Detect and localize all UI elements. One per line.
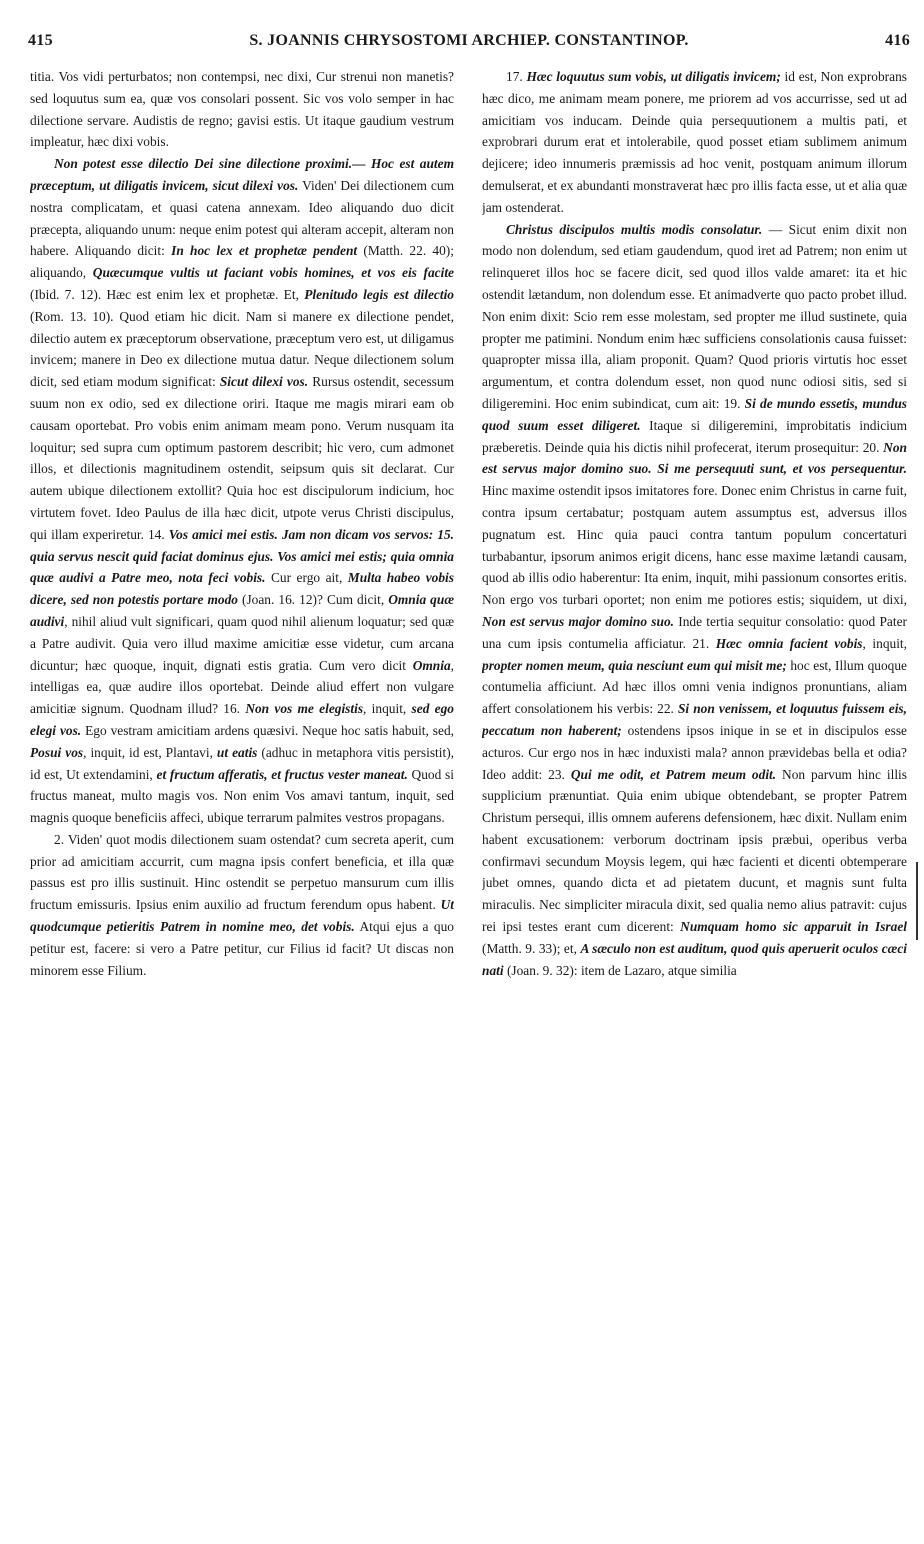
- text-run: , intelligas ea, quæ audire illos oportebat. Deinde aliud effert non vulgare amicitiæ signum. Quodnam illud? 16.: [30, 657, 454, 717]
- text-run: Atqui ejus a quo petitur est, facere: si vero a Patre petitur, cur Filius id facit? Ut discas non minorem esse Filium.: [30, 919, 454, 978]
- text-run: (Joan. 16. 12)? Cum dicit,: [237, 592, 389, 608]
- text-run: , inquit,: [363, 701, 412, 717]
- text-column-right: [482, 66, 907, 1536]
- text-run: — Sicut enim dixit non modo non dolendum, sed etiam gaudendum, quod iret ad Patrem; non enim ut relinqueret illos hoc se facere dicit, sed quod illos valde amaret: ita et hic ostendit lætandum, non dolendum esse. Et animadverte quo pacto probet illud. Non enim dixit: Scio rem esse molestam, sed propter me illud sustinete, quia propter me patimini. Nondum enim hæc sufficiens consolationis causa fuisset: quapropter missa illa, aliam proponit. Quam? Quod prioris virtutis hoc esset argumentum, et contra dolendum esset, non quod nunc odiosi sitis, sed si diligeremini. Hoc enim subindicat, cum ait: 19.: [482, 221, 907, 411]
- text-run: , nihil aliud vult significari, quam quod nihil alienum loquatur; sed quæ a Patre audivit. Quia vero illud maxime amicitiæ esse videtur, cum arcana dicuntur; hæc quoque, inquit, dignati estis gratia. Cum vero dicit: [30, 613, 454, 673]
- italic-run: propter nomen meum, quia nesciunt eum qui misit me;: [482, 657, 787, 673]
- text-run: (Matth. 9. 33); et,: [482, 940, 581, 956]
- text-run: (Rom. 13. 10). Quod etiam hic dicit. Nam si manere ex dilectione pendet, dilectio autem ex præceptorum observatione, præceptum vero est, ut diligamus invicem; manere in Deo ex dilectione mutua datur. Neque dilectionem solum dicit, sed etiam modum significat:: [30, 308, 454, 390]
- italic-run: Plenitudo legis est dilectio: [304, 286, 454, 302]
- text-run: Inde tertia sequitur consolatio: quod Pater una cum ipsis contumelia afficiatur. 21.: [482, 613, 907, 651]
- page-number-left: 415: [28, 32, 53, 49]
- text-run: Rursus ostendit, secessum suum non ex odio, sed ex dilectione oriri. Itaque me magis mirari eam ob causam oportebat. Pro vobis enim animam meam pono. Verum nusquam ita loquitur; sed supra cum optimum pastorem describit; hic vero, cum admonet illos, et dilectionis magnitudinem ostendit, seipsum quis sit declarat. Cur autem ubique dilectionem extollit? Quia hoc est discipulorum indicium, hoc virtutem fovet. Ideo Paulus de illa hæc dicit, utpote verus Christi discipulus, qui illam experiretur. 14.: [30, 374, 454, 542]
- paragraph: [30, 829, 454, 982]
- italic-run: Multa habeo vobis dicere, sed non potestis portare modo: [30, 570, 454, 608]
- italic-run: Non est servus major domino suo. Si me persequuti sunt, et vos persequentur.: [482, 439, 907, 477]
- text-run: hoc est, Illum quoque contumelia afficiunt. Ad hæc illos omni venia indignos pronuntians, aliam affert consolationem his verbis: 22.: [482, 657, 907, 717]
- running-header: [28, 32, 910, 56]
- italic-run: Non potest esse dilectio Dei sine dilectione proximi.— Hoc est autem præceptum, ut diligatis invicem, sicut dilexi vos.: [30, 156, 454, 193]
- italic-run: Omnia quæ audivi: [30, 592, 454, 629]
- italic-run: Hæc omnia facient vobis: [715, 635, 863, 651]
- paragraph: [482, 219, 907, 982]
- text-column-left: [30, 66, 454, 1536]
- text-run: Viden' Dei dilectionem cum nostra complicatam, et quasi catena annexam. Ideo aliquando duo dicit præcepta, aliquando unum: neque enim potest qui alteram accepit, alteram non habere. Aliquando dicit:: [30, 177, 454, 259]
- header-title: S. JOANNIS CHRYSOSTOMI ARCHIEP. CONSTANTINOP.: [249, 32, 689, 49]
- text-run: (adhuc in metaphora vitis persistit), id est, Ut extendamini,: [30, 744, 454, 782]
- paragraph: [30, 66, 454, 153]
- italic-run: Non est servus major domino suo.: [482, 613, 674, 629]
- italic-run: et fructum afferatis, et fructus vester maneat.: [156, 766, 408, 782]
- italic-run: Ut quodcumque petieritis Patrem in nomine meo, det vobis.: [30, 897, 454, 935]
- text-run: id est, Non exprobrans hæc dico, me animam meam ponere, me priorem ad vos accurrisse, sed ut ad amicitiam vos inducam. Deinde quia persequutionem a multis pati, et exprobrari durum erat et intolerabile, quod posset etiam sublimem animum dejicere; ideo innumeris præmissis ad hoc venit, postquam animum illorum demulserat, et ex abundanti monstraverat hæc pro illis facta esse, ut et alia quæ jam ostenderat.: [482, 69, 907, 215]
- text-run: (Matth. 22. 40); aliquando,: [30, 243, 454, 281]
- italic-run: Qui me odit, et Patrem meum odit.: [570, 766, 777, 782]
- italic-run: Si non venissem, et loquutus fuissem eis, peccatum non haberent;: [482, 701, 907, 738]
- text-run: (Joan. 9. 32): item de Lazaro, atque similia: [503, 962, 737, 978]
- italic-run: Posui vos: [30, 744, 84, 760]
- paragraph: [30, 153, 454, 829]
- italic-run: ut eatis: [216, 744, 258, 760]
- italic-run: Hæc loquutus sum vobis, ut diligatis invicem;: [526, 69, 781, 84]
- paragraph: [482, 66, 907, 219]
- text-run: Hinc maxime ostendit ipsos imitatores fore. Donec enim Christus in carne fuit, contra ipsum certabatur; postquam autem assumptus est, adversus illos pugnatum est. Hinc quia pauci contra tantum populum concertaturi turbabantur, ipsorum animos erigit dicens, hanc esse maxime lætandi causam, quod ab illis odio haberentur: Ita enim, inquit, mihi passionum consortes eritis. Non ergo vos turbari oportet; non enim me potiores estis; siquidem, ut dixi,: [482, 483, 907, 608]
- italic-run: Omnia: [412, 657, 451, 673]
- italic-run: Vos amici mei estis. Jam non dicam vos servos: 15. quia servus nescit quid faciat dominus ejus. Vos amici mei estis; quia omnia quæ audivi a Patre meo, nota feci vobis.: [30, 526, 454, 586]
- text-run: , inquit, id est, Plantavi,: [83, 744, 217, 760]
- italic-run: Quæcumque vultis ut faciant vobis homines, et vos eis facite: [92, 265, 454, 281]
- italic-run: Numquam homo sic apparuit in Israel: [680, 919, 907, 935]
- text-run: Quod si fructus maneat, multo magis vos. Non enim Vos amavi tantum, inquit, sed magnis quoque beneficiis affeci, ubique terrarum palmites vestros propagans.: [30, 766, 454, 826]
- text-run: 2. Viden' quot modis dilectionem suam ostendat? cum secreta aperit, cum prior ad amicitiam accurrit, cum magna ipsis confert beneficia, et illa quæ passus est pro illis sustinuit. Hinc ostendit se perpetuo mansurum cum illis fructum emissuris. Ipsius enim auxilio ad fructum ferendum opus habent.: [30, 831, 454, 913]
- italic-run: Christus discipulos multis modis consolatur.: [506, 221, 763, 237]
- italic-run: In hoc lex et prophetæ pendent: [171, 243, 358, 259]
- text-run: (Ibid. 7. 12). Hæc est enim lex et prophetæ. Et,: [30, 286, 305, 302]
- text-run: Ego vestram amicitiam ardens quæsivi. Neque hoc satis habuit, sed,: [81, 722, 454, 738]
- text-run: 17.: [506, 69, 527, 84]
- text-run: Cur ergo ait,: [265, 570, 348, 586]
- italic-run: Si de mundo essetis, mundus quod suum esset diligeret.: [482, 395, 907, 433]
- italic-run: sed ego elegi vos.: [30, 701, 454, 738]
- text-run: , inquit,: [862, 635, 907, 651]
- page-number-right: 416: [885, 32, 910, 49]
- text-run: titia. Vos vidi perturbatos; non contempsi, nec dixi, Cur strenui non manetis? sed loquutus sum ea, quæ vos consolari possent. Sic vos volo semper in hac dilectione servare. Audistis de regno; gavisi estis. Ut itaque gaudium vestrum impleatur, hæc dixi vobis.: [30, 69, 454, 150]
- italic-run: A sæculo non est auditum, quod quis aperuerit oculos cæci nati: [482, 940, 907, 978]
- text-run: ostendens ipsos inique in se et in discipulos esse acturos. Cur ergo nos in hæc induxisti mala? annon prævidebas bella et odia? Ideo addit: 23.: [482, 722, 907, 782]
- text-run: Non parvum hinc illis supplicium prænuntiat. Quia enim ubique obtendebant, se propter Patrem Christum persequi, illis omnem auferens defensionem, hæc dixit. Nullam enim habent excusationem: verborum doctrinam ipsis præbui, operibus verba confirmavi secundum Moysis legem, qui hæc facienti et dicenti obtemperare jubet omnes, quando dicta et ad pietatem ducunt, et magnis sunt fulta miraculis. Nec simpliciter miracula dixit, sed qualia nemo alius patravit: cujus rei ipsi testes erant cum dicerent:: [482, 766, 907, 935]
- text-run: Itaque si diligeremini, improbitatis indicium præberetis. Deinde quia his dictis nihil profecerat, iterum prosequitur: 20.: [482, 417, 907, 455]
- margin-mark: [916, 862, 918, 940]
- italic-run: Sicut dilexi vos.: [219, 374, 309, 390]
- italic-run: Non vos me elegistis: [245, 701, 364, 717]
